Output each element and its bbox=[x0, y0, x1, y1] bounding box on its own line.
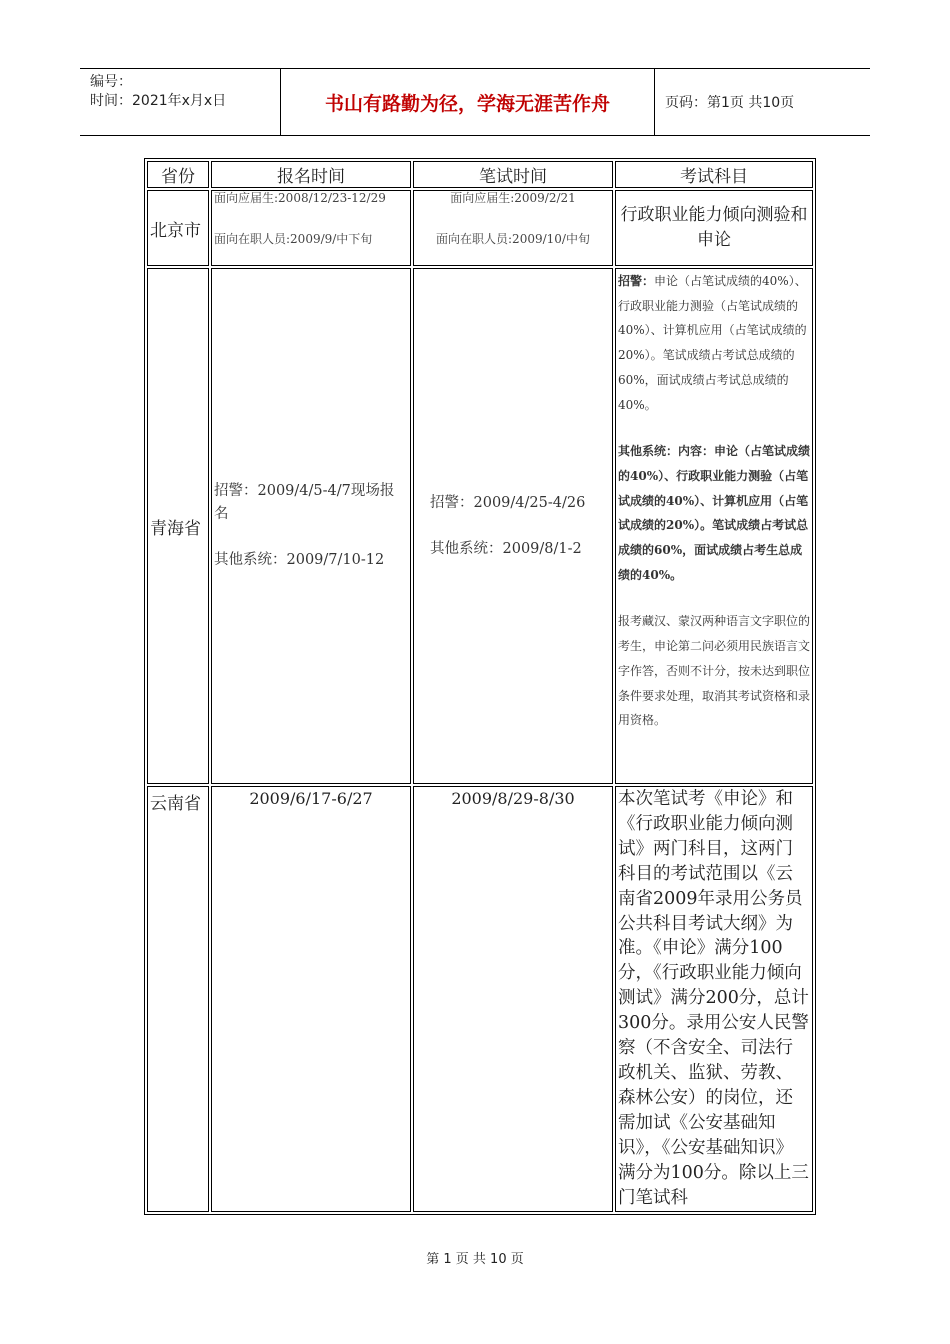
province-cell: 云南省 bbox=[147, 786, 209, 1212]
exam-line: 其他系统：2009/8/1-2 bbox=[430, 540, 582, 557]
province-cell: 北京市 bbox=[147, 190, 209, 266]
col-subjects: 考试科目 bbox=[615, 161, 813, 188]
reg-line: 其他系统：2009/7/10-12 bbox=[214, 552, 385, 568]
table-row-qinghai bbox=[147, 268, 813, 784]
table-row-yunnan bbox=[147, 786, 813, 1212]
registration-cell bbox=[211, 190, 411, 266]
subjects-paragraph: 招警：申论（占笔试成绩的40%）、行政职业能力测验（占笔试成绩的40%）、计算机应用（占笔试成绩的20%）。笔试成绩占考试总成绩的60%，面试成绩占考试总成绩的40%。 bbox=[618, 274, 807, 412]
registration-cell bbox=[211, 268, 411, 784]
exam-line: 面向应届生:2009/2/21 bbox=[450, 191, 576, 205]
col-registration: 报名时间 bbox=[211, 161, 411, 188]
page-footer: 第 1 页 共 10 页 bbox=[426, 1252, 524, 1267]
exam-line: 招警：2009/4/25-4/26 bbox=[430, 494, 586, 511]
subjects-cell bbox=[615, 268, 813, 784]
table-header-row bbox=[147, 161, 813, 188]
subjects-cell: 行政职业能力倾向测验和申论 bbox=[615, 190, 813, 266]
col-province: 省份 bbox=[147, 161, 209, 188]
document-header bbox=[80, 68, 870, 136]
subjects-cell: 本次笔试考《申论》和《行政职业能力倾向测试》两门科目，这两门科目的考试范围以《云南省2009年录用公务员公共科目考试大纲》为准。《申论》满分100分，《行政职业能力倾向测试》满分200分，总计300分。录用公安人民警察（不含安全、司法行政机关、监狱、劳教、森林公安）的岗位，还需加试《公安基础知识》，《公安基础知识》满分为100分。除以上三门笔试科 bbox=[615, 786, 813, 1212]
header-meta bbox=[80, 69, 281, 135]
subjects-paragraph: 其他系统：内容：申论（占笔试成绩的40%）、行政职业能力测验（占笔试成绩的40%）、计算机应用（占笔试成绩的20%）。笔试成绩占考试总成绩的60%，面试成绩占考生总成绩的40%。 bbox=[618, 444, 811, 582]
date-label: 时间：2021年x月x日 bbox=[90, 93, 227, 109]
exam-line: 面向在职人员:2009/10/中旬 bbox=[436, 232, 590, 246]
table-row-beijing bbox=[147, 190, 813, 266]
header-motto: 书山有路勤为径，学海无涯苦作舟 bbox=[281, 69, 655, 135]
header-page-label: 页码：第1页 共10页 bbox=[665, 95, 795, 111]
number-label: 编号： bbox=[90, 74, 132, 90]
subjects-paragraph: 报考藏汉、蒙汉两种语言文字职位的考生，申论第二问必须用民族语言文字作答，否则不计分，按未达到职位条件要求处理，取消其考试资格和录用资格。 bbox=[618, 614, 811, 728]
exam-cell: 2009/8/29-8/30 bbox=[413, 786, 613, 1212]
exam-schedule-table bbox=[144, 158, 816, 1215]
reg-line: 招警：2009/4/5-4/7现场报名 bbox=[214, 483, 395, 522]
exam-cell bbox=[413, 268, 613, 784]
reg-line: 面向在职人员:2009/9/中下旬 bbox=[214, 232, 373, 246]
reg-line: 面向应届生:2008/12/23-12/29 bbox=[214, 191, 386, 205]
registration-cell: 2009/6/17-6/27 bbox=[211, 786, 411, 1212]
exam-cell bbox=[413, 190, 613, 266]
subjects-label: 招警： bbox=[618, 274, 655, 288]
province-cell: 青海省 bbox=[147, 268, 209, 784]
col-exam-time: 笔试时间 bbox=[413, 161, 613, 188]
